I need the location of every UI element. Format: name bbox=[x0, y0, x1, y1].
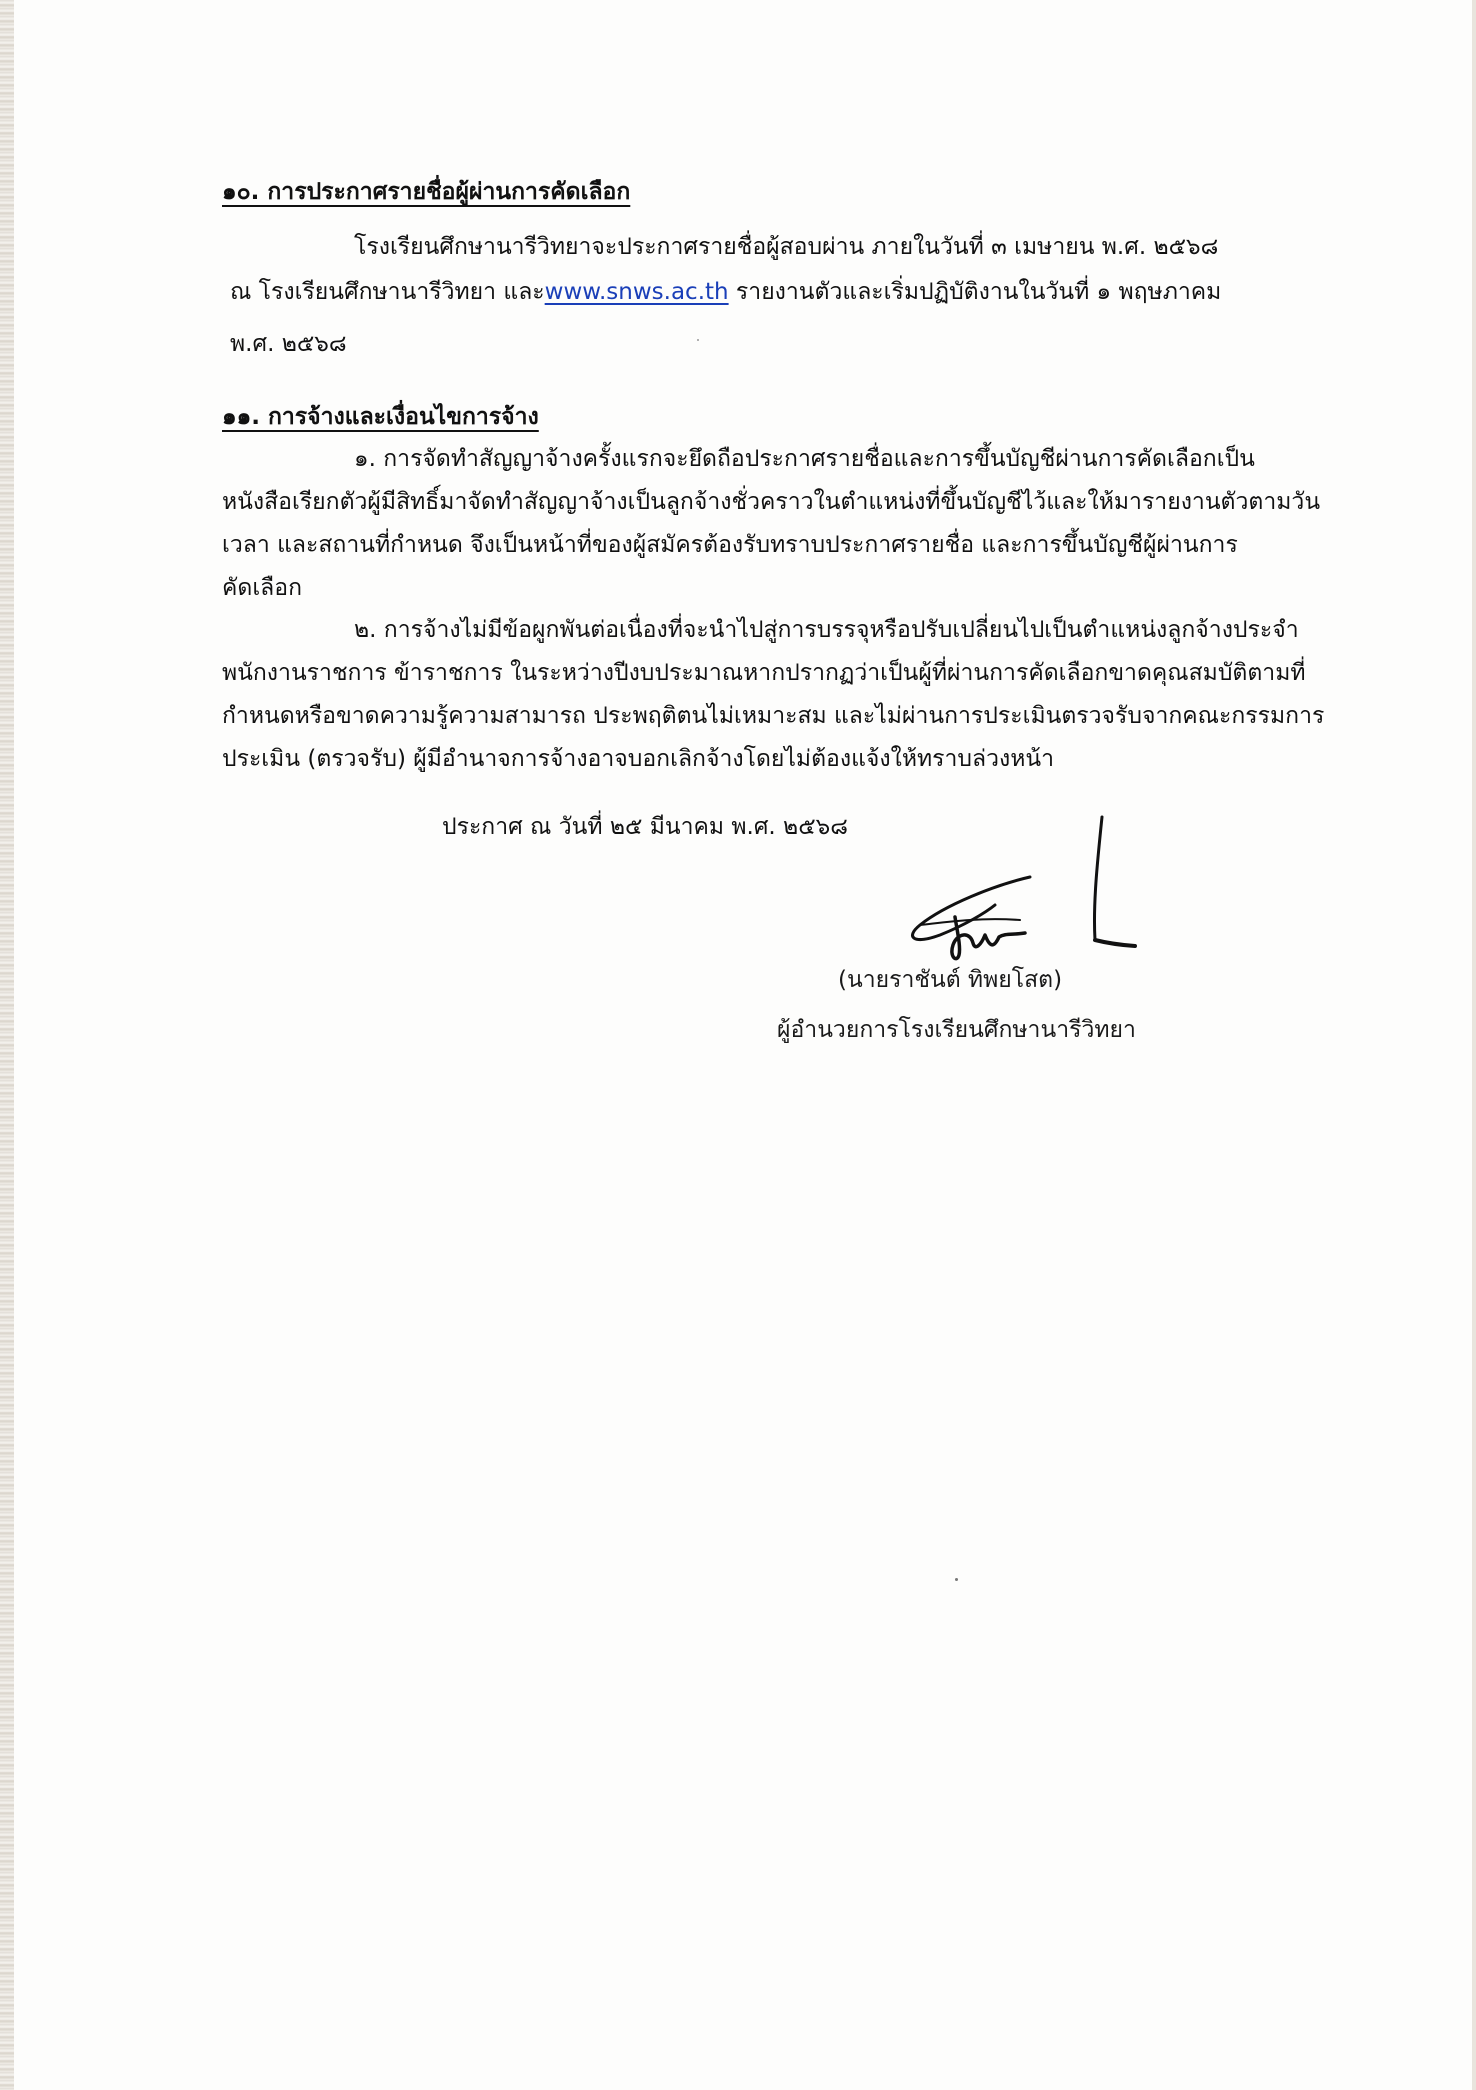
school-website-link[interactable]: www.snws.ac.th bbox=[544, 279, 729, 305]
signatory-title: ผู้อำนวยการโรงเรียนศึกษานารีวิทยา bbox=[777, 1017, 1136, 1043]
item-2-line-4: ประเมิน (ตรวจรับ) ผู้มีอำนาจการจ้างอาจบอกเลิกจ้างโดยไม่ต้องแจ้งให้ทราบล่วงหน้า bbox=[222, 746, 1055, 772]
item-1-line-4: คัดเลือก bbox=[222, 575, 303, 601]
section-10-heading: ๑๐. การประกาศรายชื่อผู้ผ่านการคัดเลือก bbox=[222, 179, 631, 205]
section-10-line-2 bbox=[230, 270, 1221, 314]
item-2-line-3: กำหนดหรือขาดความรู้ความสามารถ ประพฤติตนไม่เหมาะสม และไม่ผ่านการประเมินตรวจรับจากคณะกรรมการ bbox=[222, 703, 1325, 729]
announcement-date: ประกาศ ณ วันที่ ๒๕ มีนาคม พ.ศ. ๒๕๖๘ bbox=[442, 814, 848, 840]
item-1-line-1: ๑. การจัดทำสัญญาจ้างครั้งแรกจะยึดถือประกาศรายชื่อและการขึ้นบัญชีผ่านการคัดเลือกเป็น bbox=[354, 446, 1255, 472]
section-11-heading: ๑๑. การจ้างและเงื่อนไขการจ้าง bbox=[222, 404, 539, 430]
item-1-line-3: เวลา และสถานที่กำหนด จึงเป็นหน้าที่ของผู้สมัครต้องรับทราบประกาศรายชื่อ และการขึ้นบัญชีผู้ผ่านการ bbox=[222, 532, 1238, 558]
section-10-line-2-start: ณ โรงเรียนศึกษานารีวิทยา และ bbox=[230, 279, 545, 305]
section-10-line-3: พ.ศ. ๒๕๖๘ bbox=[230, 331, 347, 357]
item-1-line-2: หนังสือเรียกตัวผู้มีสิทธิ์มาจัดทำสัญญาจ้างเป็นลูกจ้างชั่วคราวในตำแหน่งที่ขึ้นบัญชีไว้และให้มารายงานตัวตามวัน bbox=[222, 489, 1321, 515]
section-10-line-1: โรงเรียนศึกษานารีวิทยาจะประกาศรายชื่อผู้สอบผ่าน ภายในวันที่ ๓ เมษายน พ.ศ. ๒๕๖๘ bbox=[354, 234, 1219, 260]
scan-speck bbox=[697, 339, 699, 341]
item-2-line-1: ๒. การจ้างไม่มีข้อผูกพันต่อเนื่องที่จะนำไปสู่การบรรจุหรือปรับเปลี่ยนไปเป็นตำแหน่งลูกจ้างประจำ bbox=[354, 617, 1299, 643]
scan-speck bbox=[955, 1578, 958, 1581]
scan-edge-left bbox=[0, 0, 14, 2090]
scan-edge-right bbox=[1472, 0, 1476, 2090]
section-10-line-2-end: รายงานตัวและเริ่มปฏิบัติงานในวันที่ ๑ พฤษภาคม bbox=[728, 279, 1222, 305]
item-2-line-2: พนักงานราชการ ข้าราชการ ในระหว่างปีงบประมาณหากปรากฏว่าเป็นผู้ที่ผ่านการคัดเลือกขาดคุณสมบัติตามที่ bbox=[222, 660, 1306, 686]
signatory-name: (นายราชันต์ ทิพยโสต) bbox=[838, 967, 1063, 993]
